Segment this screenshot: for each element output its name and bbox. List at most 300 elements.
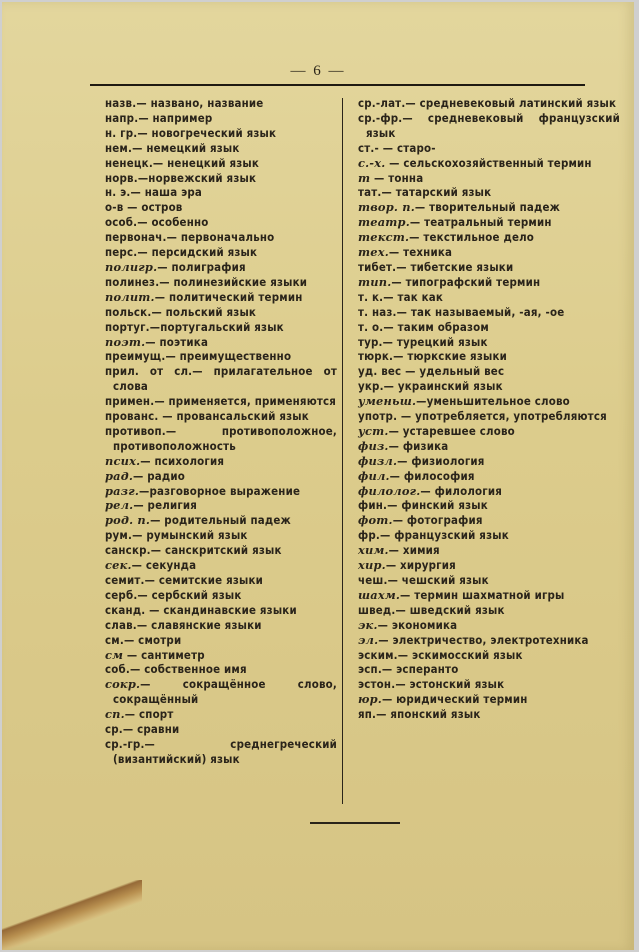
abbreviation-term: эк. <box>358 617 378 632</box>
dash-separator: — <box>396 259 411 274</box>
abbreviation-entry <box>105 528 337 543</box>
abbreviation-term: фот. <box>358 513 393 528</box>
abbreviation-definition: сокращённое слово, сокращённый <box>113 677 338 707</box>
dash-separator: — <box>151 304 166 319</box>
dash-separator: — <box>382 334 397 349</box>
abbreviation-entry <box>105 230 337 245</box>
abbreviation-entry <box>358 171 620 186</box>
end-rule <box>310 822 400 824</box>
abbreviation-entry <box>358 394 620 409</box>
abbreviation-term: нем. <box>105 140 133 155</box>
abbreviation-definition: эскимосский язык <box>411 647 523 662</box>
dash-separator: — <box>402 110 428 125</box>
abbreviation-entry <box>358 528 620 543</box>
dash-separator: — <box>130 185 145 200</box>
abbreviation-definition: уменьшительное слово <box>426 394 570 409</box>
abbreviation-term: фр. <box>358 528 380 543</box>
column-divider <box>342 98 343 804</box>
dash-separator: — <box>381 662 397 677</box>
abbreviation-entry <box>358 498 620 513</box>
abbreviation-entry <box>358 379 620 394</box>
abbreviation-term: фил. <box>358 468 390 483</box>
page-edge-shadow <box>2 880 142 950</box>
dash-separator: — <box>401 364 420 379</box>
abbreviation-definition: остров <box>141 200 183 215</box>
dash-separator: — <box>159 274 174 289</box>
abbreviation-definition: устаревшее слово <box>402 423 515 438</box>
abbreviation-definition: ненецкий язык <box>167 155 260 170</box>
abbreviation-term: хир. <box>358 558 386 573</box>
abbreviation-definition: тонна <box>388 170 424 185</box>
abbreviation-definition: фотография <box>406 513 483 528</box>
abbreviation-entry <box>358 558 620 573</box>
abbreviation-entry <box>105 722 337 737</box>
abbreviation-term: ненецк. <box>105 155 153 170</box>
dash-separator: — <box>145 334 160 349</box>
abbreviation-definition: санскритский язык <box>164 543 282 558</box>
abbreviation-list-left <box>105 96 337 767</box>
abbreviation-term: тех. <box>358 245 389 260</box>
dash-separator: — <box>416 394 427 409</box>
abbreviation-definition: творительный падеж <box>429 200 561 215</box>
abbreviation-term: полинез. <box>105 274 160 289</box>
abbreviation-definition: старо- <box>396 140 436 155</box>
abbreviation-term: уменьш. <box>358 394 417 409</box>
dash-separator: — <box>136 617 152 632</box>
dash-separator: — <box>377 617 392 632</box>
abbreviation-term: рад. <box>105 468 134 483</box>
abbreviation-entry <box>105 543 337 558</box>
abbreviation-entry <box>105 513 337 528</box>
abbreviation-term: разг. <box>105 483 139 498</box>
abbreviation-entry <box>358 96 620 111</box>
abbreviation-definition: первоначально <box>180 230 275 245</box>
dash-separator: — <box>397 647 412 662</box>
abbreviation-definition: преимущественно <box>179 349 292 364</box>
abbreviation-definition: немецкий язык <box>146 140 240 155</box>
abbreviation-entry <box>105 469 337 484</box>
abbreviation-term: назв. <box>105 96 137 110</box>
dash-separator: — <box>378 140 397 155</box>
abbreviation-definition: славянские языки <box>151 617 262 632</box>
abbreviation-term: укр. <box>358 379 384 394</box>
abbreviation-definition: типографский термин <box>405 274 541 289</box>
abbreviation-entry <box>358 469 620 484</box>
dash-separator: — <box>387 573 402 587</box>
abbreviation-entry <box>105 171 337 186</box>
abbreviation-entry <box>105 349 337 364</box>
dash-separator: — <box>385 558 401 573</box>
abbreviation-entry <box>105 320 337 335</box>
abbreviation-term: см. <box>105 632 124 647</box>
dash-separator: — <box>123 632 139 647</box>
abbreviation-entry <box>358 305 620 320</box>
book-page <box>2 2 634 950</box>
abbreviation-term: швед. <box>358 602 396 617</box>
dash-separator: — <box>370 170 389 185</box>
abbreviation-definition: сантиметр <box>141 647 205 662</box>
abbreviation-definition: родительный падеж <box>164 513 291 528</box>
abbreviation-term: с.-х. <box>358 155 386 170</box>
dash-separator: — <box>136 96 151 110</box>
abbreviation-entry <box>358 454 620 469</box>
dash-separator: — <box>389 468 404 483</box>
abbreviation-entry <box>358 648 620 663</box>
abbreviation-definition: средневековый латинский язык <box>419 96 617 110</box>
abbreviation-entry <box>358 290 620 305</box>
abbreviation-entry <box>105 588 337 603</box>
abbreviation-entry <box>358 573 620 588</box>
abbreviation-entry <box>358 424 620 439</box>
abbreviation-term: прованс. <box>105 409 159 424</box>
dash-separator: — <box>380 528 395 543</box>
abbreviation-definition: тибетские языки <box>410 259 514 274</box>
abbreviation-term: рел. <box>105 498 134 513</box>
abbreviation-definition: румынский язык <box>146 528 248 543</box>
abbreviation-term: первонач. <box>105 230 167 245</box>
dash-separator: — <box>381 185 396 200</box>
abbreviation-term: ср.-лат. <box>358 96 406 110</box>
dash-separator: — <box>131 558 146 573</box>
abbreviation-term: тур. <box>358 334 383 349</box>
abbreviation-definition: новогреческий язык <box>151 125 277 140</box>
abbreviation-definition: прилагательное от слова <box>113 364 337 394</box>
abbreviation-term: соб. <box>105 662 130 677</box>
dash-separator: — <box>392 513 407 528</box>
abbreviation-entry <box>105 707 337 722</box>
abbreviation-entry <box>358 260 620 275</box>
abbreviation-term: полит. <box>105 289 155 304</box>
abbreviation-definition: физиология <box>411 453 485 468</box>
abbreviation-entry <box>105 558 337 573</box>
abbreviation-definition: португальский язык <box>160 319 284 334</box>
abbreviation-definition: собственное имя <box>144 662 247 677</box>
abbreviation-term: польск. <box>105 304 152 319</box>
abbreviation-entry <box>358 513 620 528</box>
abbreviation-definition: татарский язык <box>395 185 492 200</box>
abbreviation-definition: театральный термин <box>424 215 552 230</box>
abbreviation-definition: украинский язык <box>397 379 503 394</box>
abbreviation-entry <box>358 692 620 707</box>
abbreviation-entry <box>105 111 337 126</box>
abbreviation-definition: сельскохозяйственный термин <box>403 155 592 170</box>
abbreviation-definition: экономика <box>391 617 458 632</box>
dash-separator: — <box>414 200 430 215</box>
abbreviation-term: т <box>358 170 371 185</box>
dash-separator: — <box>396 304 411 319</box>
abbreviation-definition: применяется, применяются <box>168 394 337 409</box>
dash-separator: — <box>145 602 164 617</box>
abbreviation-definition: разговорное выражение <box>149 483 301 498</box>
abbreviation-definition: спорт <box>139 707 174 722</box>
abbreviation-term: санскр. <box>105 543 151 558</box>
abbreviation-term: полигр. <box>105 259 158 274</box>
dash-separator: — <box>409 230 424 245</box>
abbreviation-definition: персидский язык <box>151 245 258 260</box>
abbreviation-entry <box>358 439 620 454</box>
abbreviation-definition: скандинавские языки <box>163 602 297 617</box>
abbreviation-definition: радио <box>147 468 185 483</box>
dash-separator: — <box>383 379 398 394</box>
abbreviation-definition: японский язык <box>390 707 481 722</box>
dash-separator: — <box>381 692 397 707</box>
abbreviation-term: сканд. <box>105 602 146 617</box>
abbreviation-term: португ. <box>105 319 150 334</box>
abbreviation-entry <box>105 454 337 469</box>
dash-separator: — <box>383 319 398 334</box>
dash-separator: — <box>157 259 172 274</box>
abbreviation-term: филолог. <box>358 483 421 498</box>
abbreviation-term: см <box>105 647 124 662</box>
abbreviation-term: серб. <box>105 587 138 602</box>
abbreviation-entry <box>105 677 337 707</box>
abbreviation-term: употр. <box>358 409 398 424</box>
abbreviation-term: яп. <box>358 707 377 722</box>
dash-separator: — <box>150 513 165 528</box>
dash-separator: — <box>385 155 404 170</box>
abbreviation-entry <box>358 662 620 677</box>
page-number: — 6 — <box>290 63 346 79</box>
abbreviation-entry <box>105 737 337 767</box>
dash-separator: — <box>124 707 140 722</box>
abbreviation-entry <box>105 245 337 260</box>
abbreviation-term: псих. <box>105 453 141 468</box>
dash-separator: — <box>393 349 408 364</box>
abbreviation-entry <box>105 290 337 305</box>
abbreviation-term: тибет. <box>358 259 397 274</box>
abbreviation-term: прил. от сл. <box>105 364 193 379</box>
abbreviation-entry <box>105 618 337 633</box>
abbreviation-entry <box>358 185 620 200</box>
dash-separator: — <box>139 483 150 498</box>
abbreviation-entry <box>358 349 620 364</box>
abbreviation-term: ст.- <box>358 140 379 155</box>
abbreviation-definition: полиграфия <box>171 259 246 274</box>
abbreviation-entry <box>105 260 337 275</box>
abbreviation-definition: текстильное дело <box>423 230 535 245</box>
dash-separator: — <box>137 587 152 602</box>
abbreviation-definition: таким образом <box>397 319 489 334</box>
abbreviation-entry <box>105 215 337 230</box>
abbreviation-definition: норвежский язык <box>148 170 257 185</box>
abbreviation-entry <box>358 677 620 692</box>
abbreviation-term: ср.-фр. <box>358 110 403 125</box>
dash-separator: — <box>383 289 398 304</box>
abbreviation-entry <box>358 543 620 558</box>
abbreviation-entry <box>358 275 620 290</box>
abbreviation-term: театр. <box>358 215 410 230</box>
abbreviation-definition: термин шахматной игры <box>414 587 565 602</box>
dash-separator: — <box>123 647 142 662</box>
abbreviation-term: физл. <box>358 453 398 468</box>
abbreviation-term: эстон. <box>358 677 396 692</box>
dash-separator: — <box>137 170 149 185</box>
abbreviation-entry <box>358 588 620 603</box>
abbreviation-definition: политический термин <box>168 289 303 304</box>
abbreviation-definition: электричество, электротехника <box>392 632 589 647</box>
abbreviation-definition: средневековый французский язык <box>366 110 620 140</box>
abbreviation-term: эсп. <box>358 662 382 677</box>
dash-separator: — <box>420 483 435 498</box>
abbreviation-definition: чешский язык <box>401 573 489 587</box>
dash-separator: — <box>387 498 402 513</box>
abbreviation-entry <box>358 618 620 633</box>
abbreviation-definition: так называемый, -ая, -ое <box>410 304 565 319</box>
abbreviation-definition: психология <box>154 453 225 468</box>
dash-separator: — <box>388 543 403 558</box>
abbreviation-entry <box>105 96 337 111</box>
abbreviation-entry <box>358 141 620 156</box>
dash-separator: — <box>132 140 147 155</box>
abbreviation-term: примен. <box>105 394 155 409</box>
abbreviation-entry <box>358 633 620 648</box>
abbreviation-term: поэт. <box>105 334 146 349</box>
dash-separator: — <box>138 110 153 125</box>
abbreviation-entry <box>358 111 620 141</box>
dash-separator: — <box>395 677 410 692</box>
abbreviation-entry <box>105 498 337 513</box>
dash-separator: — <box>129 662 145 677</box>
abbreviation-term: сп. <box>105 707 125 722</box>
dash-separator: — <box>165 423 222 438</box>
abbreviation-entry <box>358 200 620 215</box>
abbreviation-entry <box>358 707 620 722</box>
abbreviation-term: физ. <box>358 438 389 453</box>
dash-separator: — <box>137 245 152 260</box>
abbreviation-definition: эсперанто <box>396 662 459 677</box>
abbreviation-term: юр. <box>358 692 382 707</box>
abbreviation-term: шахм. <box>358 587 401 602</box>
abbreviation-entry <box>105 305 337 320</box>
abbreviation-term: о-в <box>105 200 124 215</box>
dash-separator: — <box>378 632 393 647</box>
abbreviation-list-right <box>358 96 620 722</box>
dash-separator: — <box>397 409 416 424</box>
abbreviation-entry <box>105 335 337 350</box>
abbreviation-entry <box>105 424 337 454</box>
dash-separator: — <box>150 543 165 558</box>
abbreviation-definition: названо, название <box>150 96 264 110</box>
abbreviation-entry <box>105 364 337 394</box>
abbreviation-entry <box>358 320 620 335</box>
abbreviation-term: чеш. <box>358 573 388 587</box>
dash-separator: — <box>158 409 177 424</box>
abbreviation-definition: наша эра <box>144 185 203 200</box>
dash-separator: — <box>149 319 161 334</box>
abbreviation-entry <box>358 245 620 260</box>
abbreviation-term: т. к. <box>358 289 384 304</box>
dash-separator: — <box>133 498 148 513</box>
abbreviation-definition: сравни <box>137 722 180 737</box>
dash-separator: — <box>123 200 142 215</box>
abbreviation-term: н. э. <box>105 185 131 200</box>
abbreviation-definition: физика <box>402 438 449 453</box>
abbreviation-entry <box>105 484 337 499</box>
abbreviation-term: особ. <box>105 215 138 230</box>
dash-separator: — <box>132 528 147 543</box>
abbreviation-entry <box>105 141 337 156</box>
dash-separator: — <box>388 423 403 438</box>
abbreviation-entry <box>358 409 620 424</box>
abbreviation-definition: употребляется, употребляются <box>415 409 607 424</box>
dash-separator: — <box>154 289 169 304</box>
abbreviation-definition: финский язык <box>401 498 488 513</box>
dash-separator: — <box>388 438 403 453</box>
abbreviation-entry <box>358 364 620 379</box>
abbreviation-entry <box>105 200 337 215</box>
abbreviation-entry <box>105 185 337 200</box>
abbreviation-term: н. гр. <box>105 125 138 140</box>
abbreviation-definition: польский язык <box>165 304 257 319</box>
abbreviation-term: уд. вес <box>358 364 402 379</box>
abbreviation-definition: французский язык <box>394 528 509 543</box>
abbreviation-definition: сербский язык <box>151 587 242 602</box>
abbreviation-term: перс. <box>105 245 138 260</box>
dash-separator: — <box>391 274 406 289</box>
dash-separator: — <box>397 453 412 468</box>
abbreviation-definition: шведский язык <box>409 602 505 617</box>
abbreviation-term: хим. <box>358 543 389 558</box>
dash-separator: — <box>405 96 420 110</box>
abbreviation-definition: секунда <box>145 558 197 573</box>
abbreviation-term: т. наз. <box>358 304 397 319</box>
abbreviation-definition: филология <box>434 483 502 498</box>
abbreviation-definition: удельный вес <box>419 364 505 379</box>
abbreviation-entry <box>105 156 337 171</box>
abbreviation-definition: техника <box>403 245 453 260</box>
abbreviation-entry <box>105 394 337 409</box>
abbreviation-definition: провансальский язык <box>176 409 309 424</box>
abbreviation-entry <box>105 126 337 141</box>
dash-separator: — <box>395 602 410 617</box>
abbreviation-entry <box>105 633 337 648</box>
abbreviation-definition: религия <box>147 498 198 513</box>
dash-separator: — <box>400 587 415 602</box>
dash-separator: — <box>388 245 404 260</box>
dash-separator: — <box>409 215 425 230</box>
abbreviation-term: норв. <box>105 170 138 185</box>
dash-separator: — <box>133 468 148 483</box>
dash-separator: — <box>137 125 152 140</box>
abbreviation-entry <box>105 648 337 663</box>
abbreviation-term: рум. <box>105 528 133 543</box>
dash-separator: — <box>152 155 168 170</box>
abbreviation-definition: полинезийские языки <box>173 274 308 289</box>
dash-separator: — <box>165 349 180 364</box>
abbreviation-entry <box>105 603 337 618</box>
abbreviation-term: тюрк. <box>358 349 394 364</box>
abbreviation-definition: философия <box>403 468 475 483</box>
abbreviation-term: уст. <box>358 423 389 438</box>
abbreviation-term: семит. <box>105 573 145 587</box>
dash-separator: — <box>144 573 159 587</box>
abbreviation-term: т. о. <box>358 319 384 334</box>
abbreviation-term: ср.-гр. <box>105 736 145 751</box>
abbreviation-term: сокр. <box>105 677 141 692</box>
abbreviation-term: текст. <box>358 230 410 245</box>
dash-separator: — <box>192 364 214 379</box>
abbreviation-definition: среднегреческий (византийский) язык <box>113 736 337 766</box>
abbreviation-entry <box>358 484 620 499</box>
abbreviation-definition: например <box>152 110 213 125</box>
abbreviation-definition: противоположное, противоположность <box>113 423 337 453</box>
abbreviation-entry <box>105 275 337 290</box>
abbreviation-definition: семитские языки <box>158 573 264 587</box>
abbreviation-entry <box>358 215 620 230</box>
abbreviation-term: противоп. <box>105 423 166 438</box>
abbreviation-term: слав. <box>105 617 137 632</box>
abbreviation-term: ср. <box>105 722 123 737</box>
